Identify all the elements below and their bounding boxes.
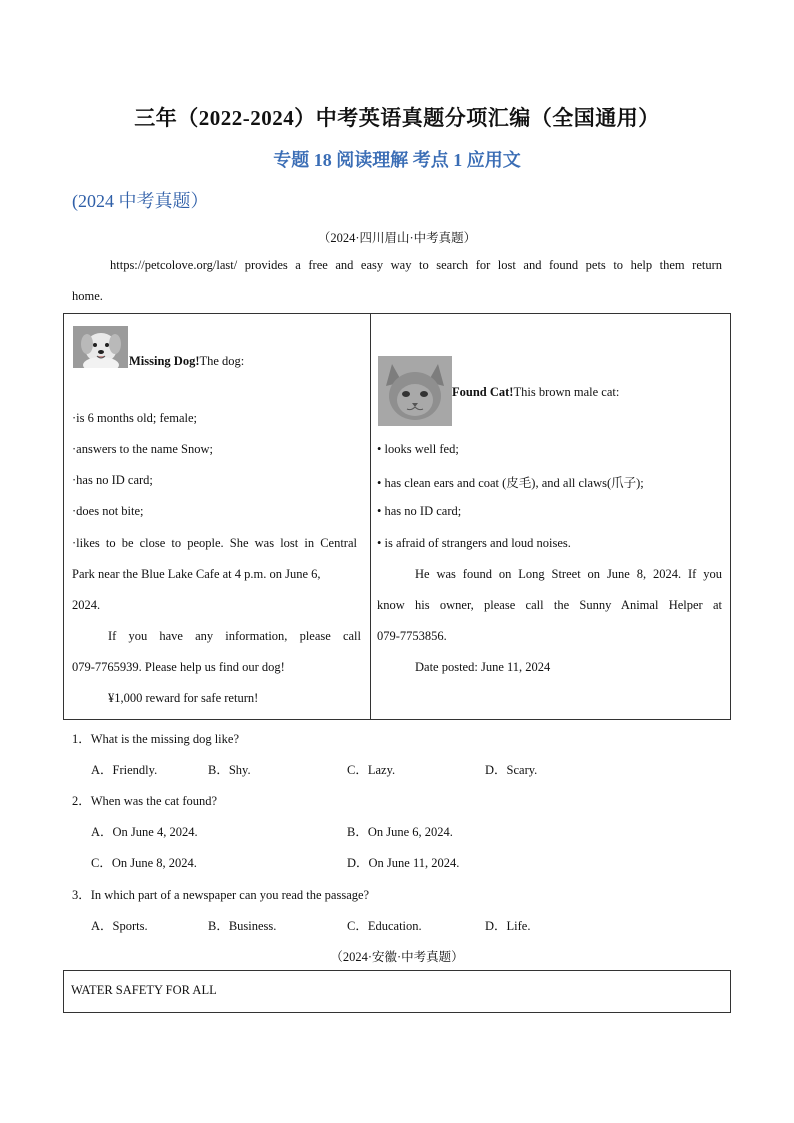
dog-heading-bold: Missing Dog! [129,354,200,368]
answer-option[interactable]: C．On June 8, 2024. [91,856,197,870]
question-stem: 1．What is the missing dog like? [72,732,239,746]
dog-contact-line: 079-7765939. Please help us find our dog! [72,660,285,674]
answer-option[interactable]: A．Sports. [91,919,148,933]
answer-option[interactable]: B．Business. [208,919,277,933]
passage1-intro-line1: https://petcolove.org/last/ provides a free and easy way to search for lost and found pets to help them return [110,258,722,272]
dog-description-line: Park near the Blue Lake Cafe at 4 p.m. on June 6, [72,567,321,581]
answer-option[interactable]: D．Scary. [485,763,538,777]
cat-date-posted: Date posted: June 11, 2024 [415,660,551,674]
answer-option[interactable]: B．On June 6, 2024. [347,825,453,839]
dog-notice-heading [129,354,244,369]
answer-option[interactable]: B．Shy. [208,763,251,777]
cat-description-line: 079-7753856. [377,629,447,643]
cat-item: • has no ID card; [377,504,462,518]
passage2-box-title: WATER SAFETY FOR ALL [71,983,217,997]
answer-option[interactable]: D．On June 11, 2024. [347,856,460,870]
cat-description-line: know his owner, please call the Sunny Animal Helper at [377,598,722,612]
dog-description-line: 2024. [72,598,101,612]
cat-photo [378,356,452,426]
dog-photo [73,326,128,368]
dog-reward: ¥1,000 reward for safe return! [108,691,259,705]
dog-item: ·has no ID card; [72,473,153,487]
answer-option[interactable]: A．Friendly. [91,763,158,777]
section-heading: (2024 中考真题） [72,191,209,211]
passage1-intro-line2: home. [72,289,103,303]
answer-option[interactable]: C．Lazy. [347,763,396,777]
question-stem: 2．When was the cat found? [72,794,218,808]
dog-contact-line: If you have any information, please call [108,629,361,643]
dog-item: ·is 6 months old; female; [72,411,197,425]
cat-heading-rest: This brown male cat: [513,385,620,399]
notice-table-divider [370,313,371,719]
answer-option[interactable]: C．Education. [347,919,422,933]
cat-item: • has clean ears and coat (皮毛), and all claws(爪子); [377,476,644,490]
cat-heading-bold: Found Cat! [452,385,514,399]
dog-description-line: ·likes to be close to people. She was lost in Central [72,536,357,550]
cat-notice-heading [452,385,619,400]
passage2-source: （2024·安徽·中考真题） [330,950,464,964]
dog-heading-rest: The dog: [199,354,245,368]
answer-option[interactable]: A．On June 4, 2024. [91,825,198,839]
question-stem: 3．In which part of a newspaper can you read the passage? [72,888,370,902]
document-subtitle: 专题 18 阅读理解 考点 1 应用文 [273,150,521,170]
cat-description-line: He was found on Long Street on June 8, 2024. If you [415,567,722,581]
document-title: 三年（2022-2024）中考英语真题分项汇编（全国通用） [134,106,660,130]
dog-item: ·does not bite; [72,504,144,518]
cat-item: • looks well fed; [377,442,459,456]
passage1-source: （2024·四川眉山·中考真题） [317,231,477,245]
answer-option[interactable]: D．Life. [485,919,531,933]
cat-item: • is afraid of strangers and loud noises. [377,536,571,550]
dog-item: ·answers to the name Snow; [72,442,213,456]
